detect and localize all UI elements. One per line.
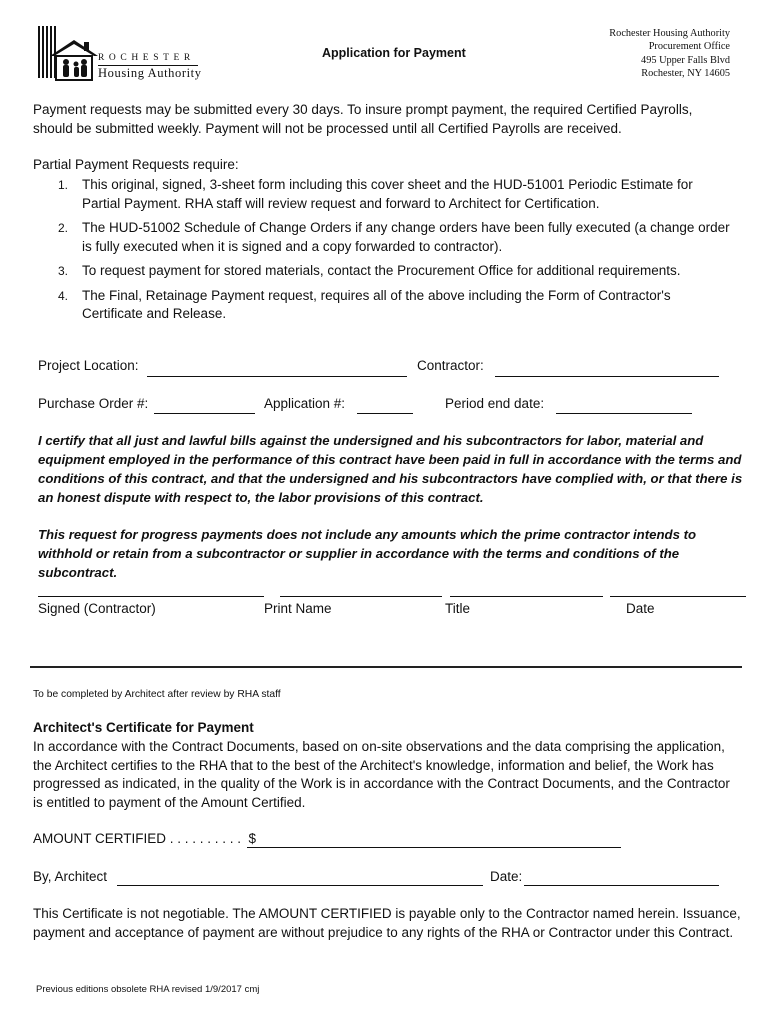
disclaimer: This Certificate is not negotiable. The AMOUNT CERTIFIED is payable only to the Contractor named herein. Issuance, payment and acceptance of payment are without prejudice to any rights of the RHA or Contractor under this Contract. xyxy=(33,906,741,940)
contractor-label: Contractor: xyxy=(417,358,484,373)
amount-certified-field[interactable] xyxy=(247,847,621,848)
list-item: 4. The Final, Retainage Payment request, requires all of the above including the Form of Contractor's Certificate and Release. xyxy=(58,287,671,321)
logo-bottom-text: Housing Authority xyxy=(98,66,202,80)
list-item: 1. This original, signed, 3-sheet form including this cover sheet and the HUD-51001 Periodic Estimate for Partial Payment. RHA staff will review request and forward to Architect for Certification. xyxy=(58,177,693,211)
by-architect-label: By, Architect xyxy=(33,869,108,884)
footer-note: Previous editions obsolete RHA revised 1/9/2017 cmj xyxy=(36,984,260,995)
architect-date-field[interactable] xyxy=(524,885,719,886)
architect-body: In accordance with the Contract Documents, based on on-site observations and the data comprising the application, the Architect certifies to the RHA that to the best of the Architect's knowledge, information and belief, the Work has progressed as indicated, in the quality of the Work is in accordance with the Contract Documents, and the Contractor is entitled to payment of the Amount Certified. xyxy=(33,739,730,810)
project-location-field[interactable] xyxy=(147,376,407,377)
logo-top-text: ROCHESTER xyxy=(98,53,195,63)
date-label: Date xyxy=(626,601,655,616)
address-line: Rochester, NY 14605 xyxy=(641,67,730,79)
house-family-logo-icon xyxy=(36,26,106,82)
rha-logo xyxy=(36,26,206,82)
address-line: Rochester Housing Authority xyxy=(609,28,730,39)
purchase-order-field[interactable] xyxy=(154,413,255,414)
period-end-label: Period end date: xyxy=(445,396,545,411)
amount-certified-label: AMOUNT CERTIFIED . . . . . . . . . . $ xyxy=(33,831,257,846)
partial-heading: Partial Payment Requests require: xyxy=(33,157,239,172)
architect-note: To be completed by Architect after review by RHA staff xyxy=(33,689,281,700)
address-line: 495 Upper Falls Blvd xyxy=(641,54,730,66)
print-name-field[interactable] xyxy=(280,596,442,597)
application-number-field[interactable] xyxy=(357,413,413,414)
address-block xyxy=(609,27,730,80)
architect-heading: Architect's Certificate for Payment xyxy=(33,720,254,735)
date-field[interactable] xyxy=(610,596,746,597)
requirements-list xyxy=(33,176,733,324)
print-name-label: Print Name xyxy=(264,601,332,616)
list-item: 2. The HUD-51002 Schedule of Change Orders if any change orders have been fully executed (a change order is fully executed when it is signed and a copy forwarded to contractor). xyxy=(58,220,730,254)
intro-paragraph: Payment requests may be submitted every 30 days. To insure prompt payment, the required Certified Payrolls, should be submitted weekly. Payment will not be processed until all Certified Payrolls are received. xyxy=(33,102,693,136)
title-field[interactable] xyxy=(450,596,603,597)
list-item: 3. To request payment for stored materials, contact the Procurement Office for additional requirements. xyxy=(58,263,681,278)
section-divider xyxy=(30,666,742,668)
title-label: Title xyxy=(445,601,471,616)
certification-statement: I certify that all just and lawful bills against the undersigned and his subcontractors for labor, material and equipment employed in the performance of this contract have been paid in full in accordance with the terms and conditions of this contract, and that the undersigned and his subcontractors have complied with, or that there is an honest dispute with respect to, the labor provisions of this contract. xyxy=(38,433,743,505)
purchase-order-label: Purchase Order #: xyxy=(38,396,149,411)
architect-signature-field[interactable] xyxy=(117,885,483,886)
retainage-statement: This request for progress payments does not include any amounts which the prime contractor intends to withhold or retain from a subcontractor or supplier in accordance with the terms and conditions of the subcontract. xyxy=(38,527,697,580)
application-number-label: Application #: xyxy=(264,396,346,411)
architect-date-label: Date: xyxy=(490,869,523,884)
project-location-label: Project Location: xyxy=(38,358,139,373)
address-line: Procurement Office xyxy=(648,41,730,53)
signature-field[interactable] xyxy=(38,596,264,597)
page-title: Application for Payment xyxy=(322,46,466,60)
contractor-field[interactable] xyxy=(495,376,719,377)
period-end-field[interactable] xyxy=(556,413,692,414)
signed-label: Signed (Contractor) xyxy=(38,601,156,616)
